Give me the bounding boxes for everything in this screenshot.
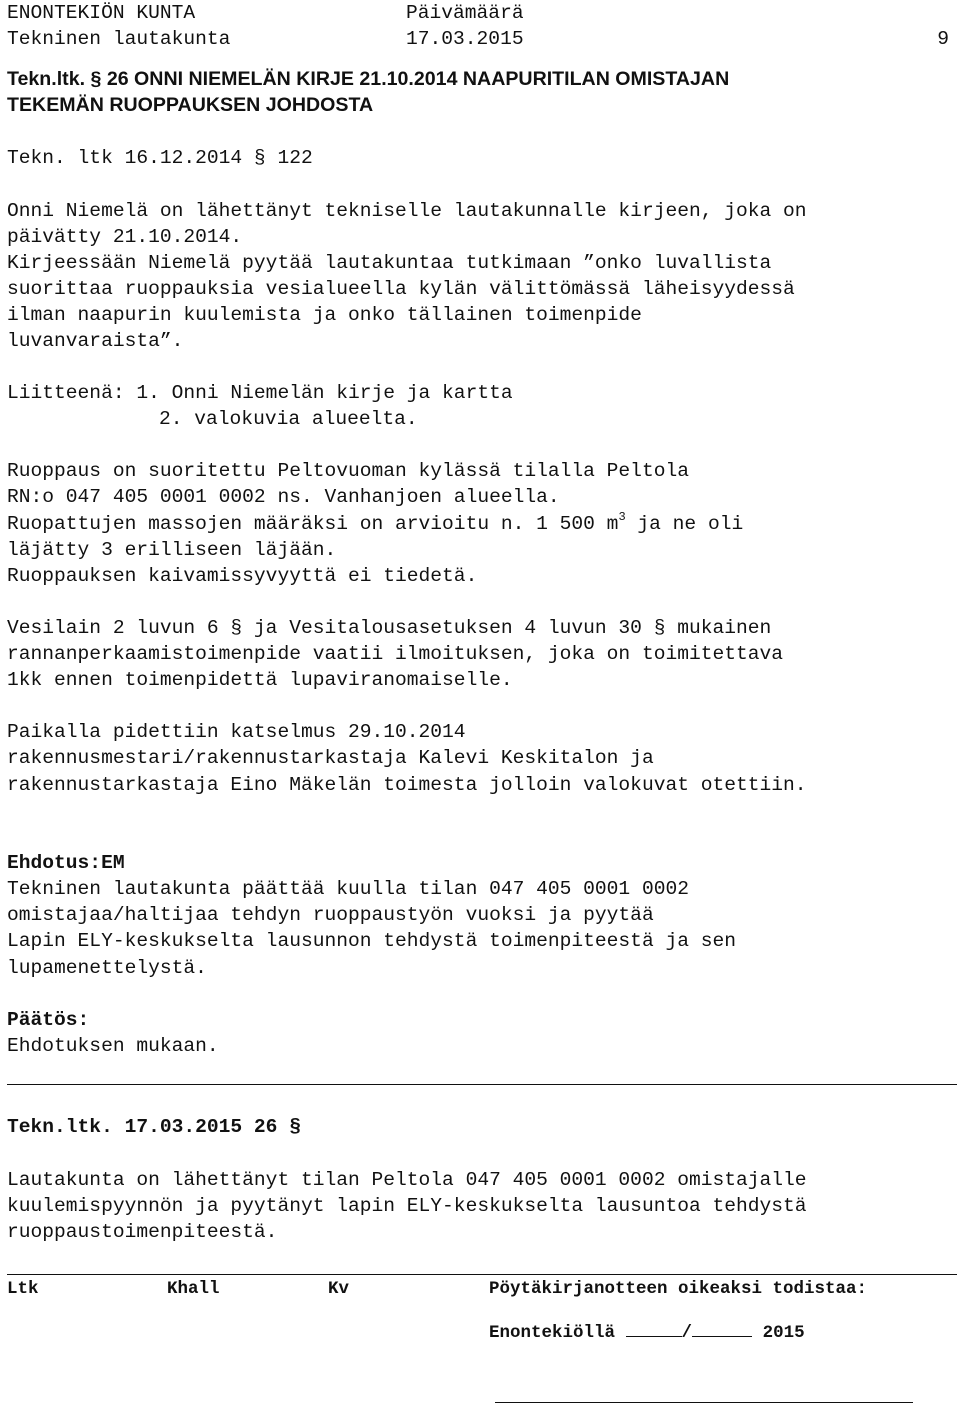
paragraph-line: omistajaa/haltijaa tehdyn ruoppaustyön vuoksi ja pyytää (7, 904, 654, 926)
attachments-line1: Liitteenä: 1. Onni Niemelän kirje ja kartta (7, 382, 513, 404)
paragraph-line: päivätty 21.10.2014. (7, 226, 243, 248)
page-number: 9 (937, 28, 949, 50)
paragraph-line: ruoppaustoimenpiteestä. (7, 1221, 278, 1243)
paragraph-line: Onni Niemelä on lähettänyt tekniselle lautakunnalle kirjeen, joka on (7, 200, 807, 222)
paragraph-line: Ruoppaus on suoritettu Peltovuoman kylässä tilalla Peltola (7, 460, 689, 482)
section-heading-line2: TEKEMÄN RUOPPAUKSEN JOHDOSTA (7, 94, 374, 116)
footer-year: 2015 (762, 1323, 805, 1343)
paragraph-line: Paikalla pidettiin katselmus 29.10.2014 (7, 721, 466, 743)
signature-line (495, 1402, 913, 1403)
paragraph-line: Kirjeessään Niemelä pyytää lautakuntaa tutkimaan ”onko luvallista (7, 252, 772, 274)
footer-khall: Khall (167, 1279, 220, 1299)
paragraph-line: Ruoppauksen kaivamissyvyyttä ei tiedetä. (7, 565, 478, 587)
volume-text: Ruopattujen massojen määräksi on arvioitu n. 1 500 m (7, 513, 619, 535)
paragraph-line: RN:o 047 405 0001 0002 ns. Vanhanjoen alueella. (7, 486, 560, 508)
paragraph-line: 1kk ennen toimenpidettä lupaviranomaiselle. (7, 669, 513, 691)
paragraph-line (7, 511, 743, 537)
proposal-label: Ehdotus:EM (7, 852, 125, 874)
cubic-superscript: 3 (618, 510, 626, 524)
paragraph-line: Lautakunta on lähettänyt tilan Peltola 047 405 0001 0002 omistajalle (7, 1169, 807, 1191)
paragraph-line: läjätty 3 erilliseen läjään. (7, 539, 337, 561)
footer-certify: Pöytäkirjanotteen oikeaksi todistaa: (489, 1279, 868, 1299)
paragraph-line: Lapin ELY-keskukselta lausunnon tehdystä toimenpiteestä ja sen (7, 930, 737, 952)
date-label: Päivämäärä (406, 2, 524, 24)
paragraph-line: luvanvaraista”. (7, 330, 184, 352)
volume-text-end: ja ne oli (625, 513, 744, 535)
section-divider (7, 1084, 957, 1085)
paragraph-line: Vesilain 2 luvun 6 § ja Vesitalousasetuksen 4 luvun 30 § mukainen (7, 617, 772, 639)
footer-ltk: Ltk (7, 1279, 39, 1299)
municipality-name: ENONTEKIÖN KUNTA (7, 2, 196, 24)
decision-label: Päätös: (7, 1009, 90, 1031)
footer-slash: / (681, 1323, 693, 1343)
footer-place: Enontekiöllä (489, 1323, 616, 1343)
section-heading-line1: Tekn.ltk. § 26 ONNI NIEMELÄN KIRJE 21.10.2014 NAAPURITILAN OMISTAJAN (7, 68, 730, 90)
footer-place-date (489, 1320, 805, 1344)
day-blank (626, 1320, 682, 1337)
meeting-date: 17.03.2015 (406, 28, 524, 50)
footer-kv: Kv (328, 1279, 350, 1299)
paragraph-line: ilman naapurin kuulemista ja onko tällainen toimenpide (7, 304, 642, 326)
paragraph-line: rannanperkaamistoimenpide vaatii ilmoituksen, joka on toimitettava (7, 643, 784, 665)
paragraph-line: lupamenettelystä. (7, 957, 207, 979)
paragraph-line: rakennustarkastaja Eino Mäkelän toimesta jolloin valokuvat otettiin. (7, 774, 807, 796)
month-blank (692, 1320, 752, 1337)
board-name: Tekninen lautakunta (7, 28, 231, 50)
paragraph-line: Tekninen lautakunta päättää kuulla tilan 047 405 0001 0002 (7, 878, 689, 900)
paragraph-line: rakennusmestari/rakennustarkastaja Kalevi Keskitalon ja (7, 747, 654, 769)
paragraph-line: kuulemispyynnön ja pyytänyt lapin ELY-keskukselta lausuntoa tehdystä (7, 1195, 807, 1217)
followup-heading: Tekn.ltk. 17.03.2015 26 § (7, 1116, 301, 1138)
decision-text: Ehdotuksen mukaan. (7, 1035, 219, 1057)
previous-reference: Tekn. ltk 16.12.2014 § 122 (7, 147, 313, 169)
footer-divider (7, 1274, 957, 1275)
attachments-line2: 2. valokuvia alueelta. (159, 408, 418, 430)
paragraph-line: suorittaa ruoppauksia vesialueella kylän välittömässä läheisyydessä (7, 278, 795, 300)
